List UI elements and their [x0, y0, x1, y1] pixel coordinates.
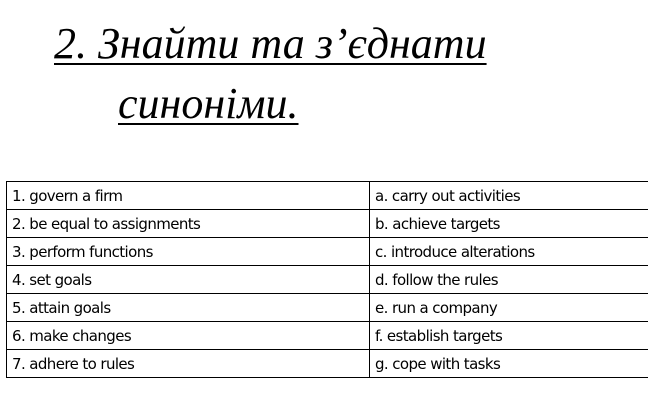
phrase-cell: 1. govern a firm — [7, 182, 370, 210]
synonym-cell: f. establish targets — [370, 322, 648, 350]
table-row — [7, 322, 648, 350]
phrase-cell: 4. set goals — [7, 266, 370, 294]
task-heading — [54, 14, 614, 134]
phrase-cell: 6. make changes — [7, 322, 370, 350]
table-row — [7, 350, 648, 378]
synonym-cell: a. carry out activities — [370, 182, 648, 210]
phrase-cell: 3. perform functions — [7, 238, 370, 266]
synonym-cell: b. achieve targets — [370, 210, 648, 238]
synonyms-table — [6, 181, 648, 378]
table-row — [7, 266, 648, 294]
table-row — [7, 182, 648, 210]
table-row — [7, 294, 648, 322]
synonym-cell: d. follow the rules — [370, 266, 648, 294]
table-row — [7, 238, 648, 266]
synonym-cell: e. run a company — [370, 294, 648, 322]
synonym-cell: c. introduce alterations — [370, 238, 648, 266]
phrase-cell: 5. attain goals — [7, 294, 370, 322]
synonym-cell: g. cope with tasks — [370, 350, 648, 378]
phrase-cell: 7. adhere to rules — [7, 350, 370, 378]
heading-line-2: синоніми. — [118, 79, 299, 128]
heading-line-1: 2. Знайти та з’єднати — [54, 19, 487, 68]
phrase-cell: 2. be equal to assignments — [7, 210, 370, 238]
table-row — [7, 210, 648, 238]
